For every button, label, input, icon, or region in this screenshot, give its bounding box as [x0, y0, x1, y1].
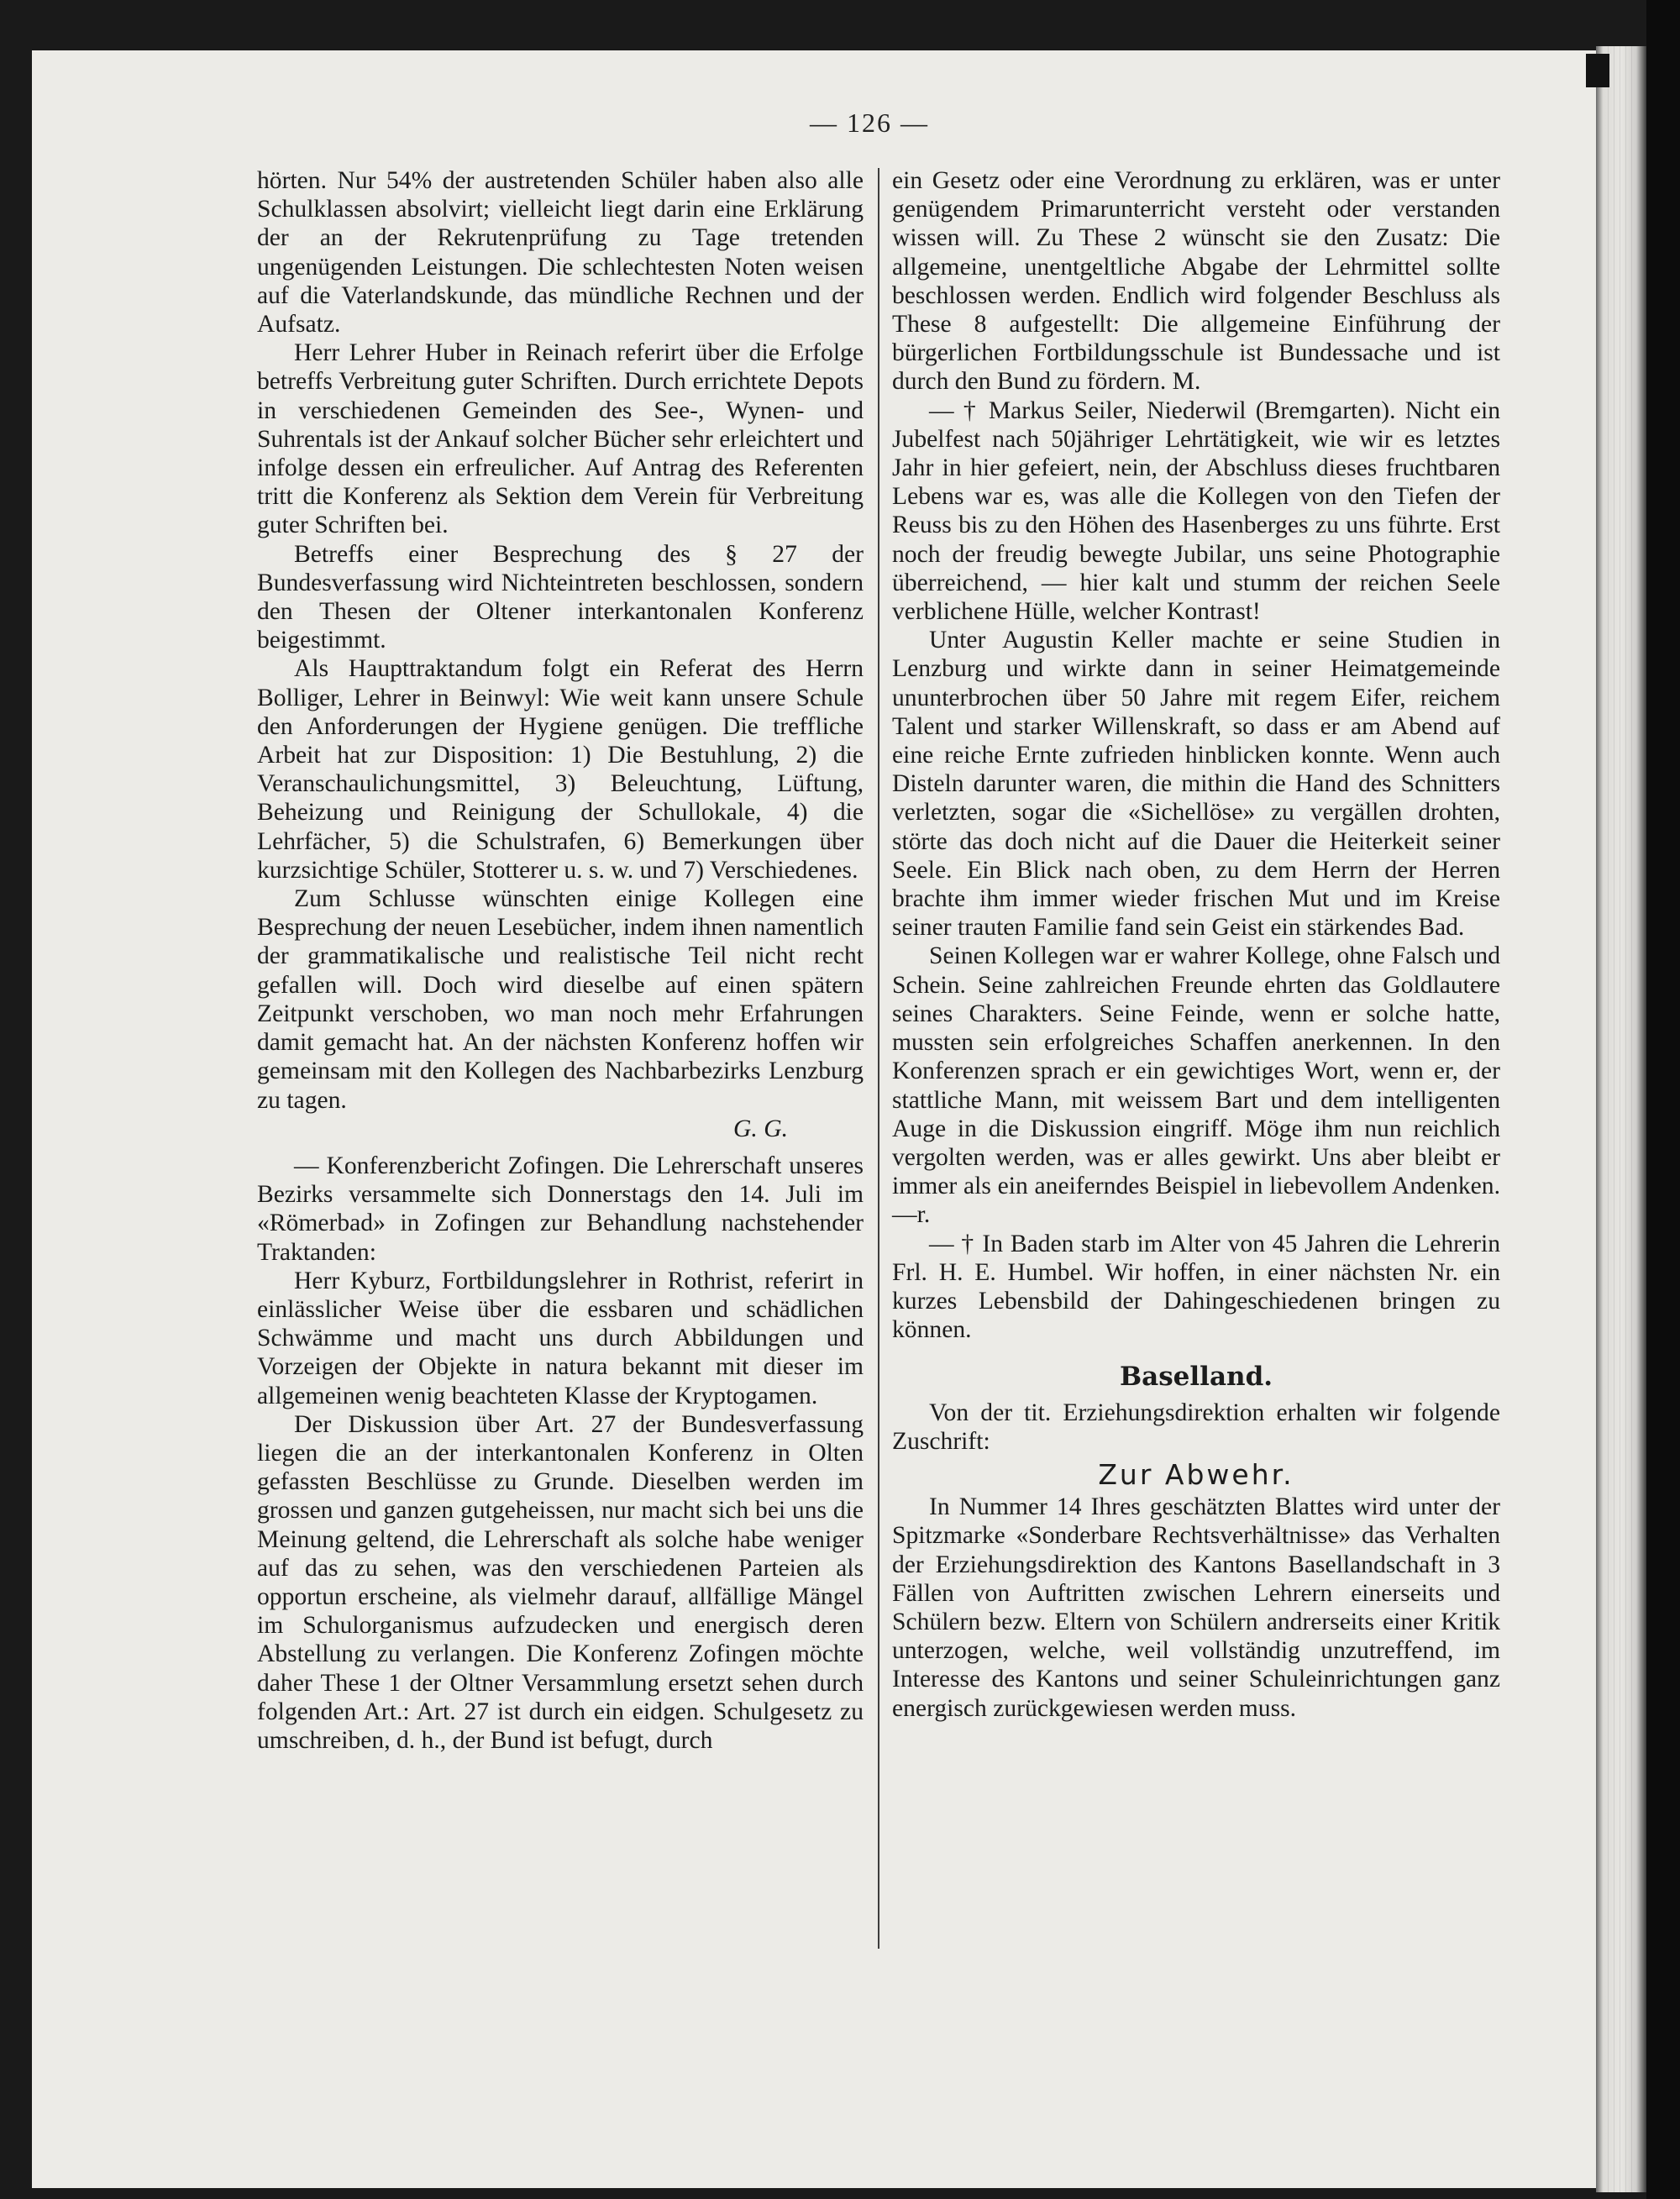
scan-border [1646, 0, 1680, 2199]
page-number: — 126 — [810, 108, 929, 138]
paragraph: — † Markus Seiler, Niederwil (Bremgarten). Nicht ein Jubelfest nach 50jähriger Lehrtätigkeit, wie wir es letztes Jahr in hier gefeiert, nein, der Abschluss dieses fruchtbaren Lebens war es, was alle die Kollegen von den Tiefen der Reuss bis zu den Höhen des Hasenberges zu uns führte. Erst noch der freudig bewegte Jubilar, uns seine Photographie überreichend, — hier kalt und stumm der reichen Seele verblichene Hülle, welcher Kontrast! [892, 396, 1500, 626]
right-column [892, 166, 1500, 1723]
paragraph: Betreffs einer Besprechung des § 27 der Bundesverfassung wird Nichteintreten beschlossen, sondern den Thesen der Oltener interkantonalen Konferenz beigestimmt. [257, 540, 864, 654]
paragraph: Unter Augustin Keller machte er seine Studien in Lenzburg und wirkte dann in seiner Heimatgemeinde ununterbrochen über 50 Jahre mit regem Eifer, reichem Talent und starker Willenskraft, so dass er am Abend auf eine reiche Ernte zufrieden hinblicken konnte. Wenn auch Disteln darunter waren, die mithin die Hand des Schnitters verletzten, sogar die «Sichellöse» zu vergällen drohten, störte das doch nicht auf die Dauer die Heiterkeit seiner Seele. Ein Blick nach oben, zu dem Herrn der Herren brachte ihm immer wieder frischen Mut und im Kreise seiner trauten Familie fand sein Geist ein stärkendes Bad. [892, 627, 1500, 942]
paragraph: In Nummer 14 Ihres geschätzten Blattes wird unter der Spitzmarke «Sonderbare Rechtsverhältnisse» das Verhalten der Erziehungsdirektion des Kantons Basellandschaft in 3 Fällen von Auftritten zwischen Lehrern einerseits und Schülern bezw. Eltern von Schülern andrerseits einer Kritik unterzogen, welche, weil vollständig unzutreffend, im Interesse des Kantons und seiner Schuleinrichtungen ganz energisch zurückgewiesen werden muss. [892, 1493, 1500, 1722]
paragraph: hörten. Nur 54% der austretenden Schüler haben also alle Schulklassen absolvirt; vielleicht liegt darin eine Erklärung der an der Rekrutenprüfung zu Tage tretenden ungenügenden Leistungen. Die schlechtesten Noten weisen auf die Vaterlandskunde, das mündliche Rechnen und der Aufsatz. [257, 167, 864, 339]
paragraph: Zum Schlusse wünschten einige Kollegen eine Besprechung der neuen Lesebücher, indem ihnen namentlich der grammatikalische und realistische Teil nicht recht gefallen will. Doch wird dieselbe auf einen spätern Zeitpunkt verschoben, wo man noch mehr Erfahrungen damit gemacht hat. An der nächsten Konferenz hoffen wir gemeinsam mit den Kollegen des Nachbarbezirks Lenzburg zu tagen. [257, 885, 864, 1114]
column-rule [878, 168, 879, 1949]
binding-tab [1586, 54, 1609, 87]
paragraph: Herr Kyburz, Fortbildungslehrer in Rothrist, referirt in einlässlicher Weise über die essbaren und schädlichen Schwämme und macht uns durch Abbildungen und Vorzeigen der Objekte in natura bekannt mit dieser im allgemeinen wenig beachteten Klasse der Kryptogamen. [257, 1267, 864, 1409]
paragraph: ein Gesetz oder eine Verordnung zu erklären, was er unter genügendem Primarunterricht versteht oder verstanden wissen will. Zu These 2 wünscht sie den Zusatz: Die allgemeine, unentgeltliche Abgabe der Lehrmittel sollte beschlossen werden. Endlich wird folgender Beschluss als These 8 aufgestellt: Die allgemeine Einführung der bürgerlichen Fortbildungsschule ist Bundessache und ist durch den Bund zu fördern. M. [892, 167, 1500, 396]
paragraph: — Konferenzbericht Zofingen. Die Lehrerschaft unseres Bezirks versammelte sich Donnerstags den 14. Juli im «Römerbad» in Zofingen zur Behandlung nachstehender Traktanden: [257, 1152, 864, 1266]
page-edge-stack [1596, 46, 1646, 2192]
left-column [257, 166, 864, 1755]
paragraph: Seinen Kollegen war er wahrer Kollege, ohne Falsch und Schein. Seine zahlreichen Freunde ehrten das Goldlautere seines Charakters. Seine Feinde, wenn er solche hatte, mussten sein erfolgreiches Schaffen anerkennen. In den Konferenzen sprach er ein gewichtiges Wort, wenn er, der stattliche Mann, mit weissem Bart und dem intelligenten Auge in die Diskussion eingriff. Möge ihm nun reichlich vergolten werden, was er alles gewirkt. Uns aber bleibt er immer als ein aneiferndes Beispiel in liebevollem Andenken. —r. [892, 942, 1500, 1229]
paragraph: Von der tit. Erziehungsdirektion erhalten wir folgende Zuschrift: [892, 1399, 1500, 1455]
paragraph: Als Haupttraktandum folgt ein Referat des Herrn Bolliger, Lehrer in Beinwyl: Wie weit kann unsere Schule den Anforderungen der Hygiene genügen. Die treffliche Arbeit hat zur Disposition: 1) Die Bestuhlung, 2) die Veranschaulichungsmittel, 3) Beleuchtung, Lüftung, Beheizung und Reinigung der Schullokale, 4) die Lehrfächer, 5) die Schulstrafen, 6) Bemerkungen über kurzsichtige Schüler, Stotterer u. s. w. und 7) Verschiedenes. [257, 655, 864, 884]
section-heading: Baselland. [1119, 1362, 1273, 1393]
paragraph: Der Diskussion über Art. 27 der Bundesverfassung liegen die an der interkantonalen Konferenz in Olten gefassten Beschlüsse zu Grunde. Dieselben werden im grossen und ganzen gutgeheissen, nur macht sich bei uns die Meinung geltend, die Lehrerschaft als solche habe weniger auf das zu sehen, was den verschiedenen Parteien als opportun erscheine, als vielmehr darauf, allfällige Mängel im Schulorganismus aufzudecken und energisch deren Abstellung zu verlangen. Die Konferenz Zofingen möchte daher These 1 der Oltner Versammlung ersetzt sehen durch folgenden Art.: Art. 27 ist durch ein eidgen. Schulgesetz zu umschreiben, d. h., der Bund ist befugt, durch [257, 1410, 864, 1754]
paragraph: Herr Lehrer Huber in Reinach referirt über die Erfolge betreffs Verbreitung guter Schriften. Durch errichtete Depots in verschiedenen Gemeinden des See-, Wynen- und Suhrentals ist der Ankauf solcher Bücher sehr erleichtert und infolge dessen ein erfreulicher. Auf Antrag des Referenten tritt die Konferenz als Sektion dem Verein für Verbreitung guter Schriften bei. [257, 339, 864, 539]
signature: G. G. [733, 1115, 788, 1142]
subsection-heading: Zur Abwehr. [1098, 1457, 1294, 1491]
paragraph: — † In Baden starb im Alter von 45 Jahren die Lehrerin Frl. H. E. Humbel. Wir hoffen, in einer nächsten Nr. ein kurzes Lebensbild der Dahingeschiedenen bringen zu können. [892, 1230, 1500, 1344]
